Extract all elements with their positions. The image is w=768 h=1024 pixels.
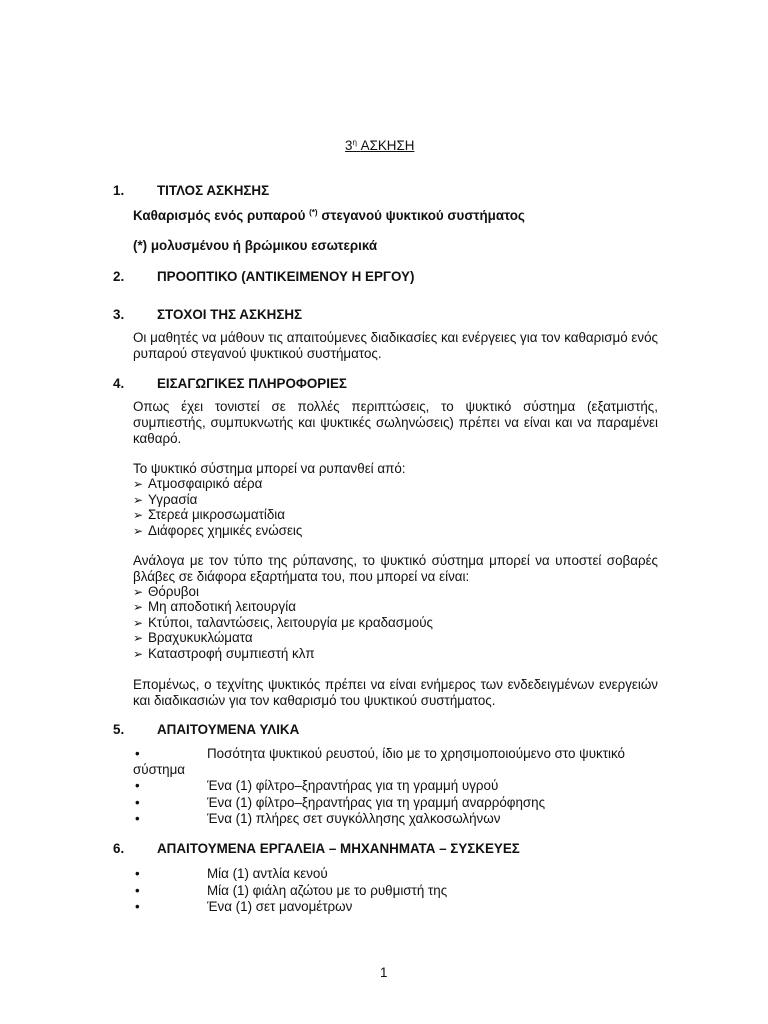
list-item: ➢ Καταστροφή συμπιεστή κλπ	[133, 646, 315, 661]
section-4-paragraph-4: Επομένως, ο τεχνίτης ψυκτικός πρέπει να είναι ενήμερος των ενδεδειγμένων ενεργειών και διαδικασιών για τον καθαρισμό του ψυκτικού συστήματος.	[133, 677, 658, 708]
list-item: ➢ Μη αποδοτική λειτουργία	[133, 599, 296, 614]
title-superscript: η	[352, 138, 357, 147]
list-item: ➢ Διάφορες χημικές ενώσεις	[133, 523, 303, 538]
title-text: ΑΣΚΗΣΗ	[360, 138, 415, 153]
list-item: Ποσότητα ψυκτικού ρευστού, ίδιο με το χρησιμοποιούμενο στο ψυκτικό	[207, 746, 625, 761]
subtitle-start: Καθαρισμός ενός ρυπαρού	[133, 208, 306, 223]
arrow-bullet-icon: ➢	[133, 493, 144, 507]
list-item: Ένα (1) πλήρες σετ συγκόλλησης χαλκοσωλήνων	[207, 811, 501, 826]
section-1-number: 1.	[113, 183, 125, 198]
section-4-paragraph-2: Το ψυκτικό σύστημα μπορεί να ρυπανθεί από:	[133, 461, 406, 476]
list-item: ➢ Υγρασία	[133, 492, 198, 507]
list-item-continuation: σύστημα	[133, 762, 186, 777]
section-4-paragraph-1: Οπως έχει τονιστεί σε πολλές περιπτώσεις, το ψυκτικό σύστημα (εξατμιστής, συμπιεστής, συμπυκνωτής και ψυκτικές σωληνώσεις) πρέπει να είναι και να παραμένει καθαρό.	[133, 399, 658, 446]
list-item: ➢ Ατμοσφαιρικό αέρα	[133, 476, 263, 491]
list-item: ➢ Στερεά μικροσωματίδια	[133, 507, 286, 522]
section-2-number: 2.	[113, 269, 125, 284]
section-3-heading: ΣΤΟΧΟΙ ΤΗΣ ΑΣΚΗΣΗΣ	[157, 307, 303, 322]
section-6-heading: ΑΠΑΙΤΟΥΜΕΝΑ ΕΡΓΑΛΕΙΑ – ΜΗΧΑΝΗΜΑΤΑ – ΣΥΣΚΕΥΕΣ	[157, 841, 520, 856]
arrow-bullet-icon: ➢	[133, 477, 144, 491]
arrow-bullet-icon: ➢	[133, 600, 144, 614]
section-5-heading: ΑΠΑΙΤΟΥΜΕΝΑ ΥΛΙΚΑ	[157, 722, 300, 737]
arrow-bullet-icon: ➢	[133, 508, 144, 522]
section-6-number: 6.	[113, 841, 125, 856]
list-item: Ένα (1) φίλτρο–ξηραντήρας για τη γραμμή υγρού	[207, 778, 499, 793]
list-item: Ένα (1) φίλτρο–ξηραντήρας για τη γραμμή αναρρόφησης	[207, 795, 546, 810]
list-item: Ένα (1) σετ μανομέτρων	[207, 899, 353, 914]
exercise-subtitle	[133, 208, 525, 223]
arrow-bullet-icon: ➢	[133, 631, 144, 645]
arrow-bullet-icon: ➢	[133, 647, 144, 661]
arrow-bullet-icon: ➢	[133, 585, 144, 599]
bullet-icon: •	[135, 778, 140, 793]
list-item: Μία (1) φιάλη αζώτου με το ρυθμιστή της	[207, 883, 448, 898]
bullet-icon: •	[135, 899, 140, 914]
bullet-icon: •	[135, 811, 140, 826]
list-item: ➢ Θόρυβοι	[133, 584, 199, 599]
bullet-icon: •	[135, 795, 140, 810]
section-1-heading: ΤΙΤΛΟΣ ΑΣΚΗΣΗΣ	[157, 183, 270, 198]
footnote: (*) μολυσμένου ή βρώμικου εσωτερικά	[133, 238, 378, 253]
footnote-mark: (*)	[309, 208, 318, 217]
section-5-number: 5.	[113, 722, 125, 737]
bullet-icon: •	[135, 883, 140, 898]
section-3-body: Οι μαθητές να μάθουν τις απαιτούμενες διαδικασίες και ενέργειες για τον καθαρισμό ενός ρυπαρού στεγανού ψυκτικού συστήματος.	[133, 330, 658, 361]
bullet-icon: •	[135, 866, 140, 881]
section-2-heading: ΠΡΟΟΠΤΙΚΟ (ΑΝΤΙΚΕΙΜΕΝΟΥ Η ΕΡΓΟΥ)	[157, 269, 415, 284]
bullet-icon: •	[135, 746, 140, 761]
section-4-number: 4.	[113, 376, 125, 391]
page-title	[345, 138, 414, 153]
list-item: Μία (1) αντλία κενού	[207, 866, 328, 881]
list-item: ➢ Κτύποι, ταλαντώσεις, λειτουργία με κραδασμούς	[133, 615, 434, 630]
section-4-heading: ΕΙΣΑΓΩΓΙΚΕΣ ΠΛΗΡΟΦΟΡΙΕΣ	[157, 376, 347, 391]
subtitle-end: στεγανού ψυκτικού συστήματος	[321, 208, 525, 223]
arrow-bullet-icon: ➢	[133, 524, 144, 538]
section-4-paragraph-3: Ανάλογα με τον τύπο της ρύπανσης, το ψυκτικό σύστημα μπορεί να υποστεί σοβαρές βλάβες σε διάφορα εξαρτήματα του, που μπορεί να είναι:	[133, 553, 658, 584]
section-3-number: 3.	[113, 307, 125, 322]
arrow-bullet-icon: ➢	[133, 616, 144, 630]
title-number: 3	[345, 138, 353, 153]
list-item: ➢ Βραχυκυκλώματα	[133, 630, 253, 645]
page-number: 1	[380, 965, 388, 980]
